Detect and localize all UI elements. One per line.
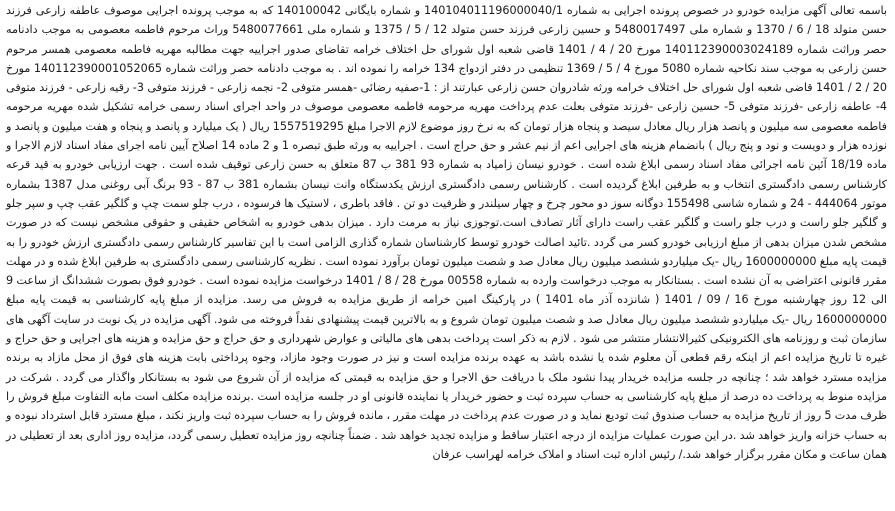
- auction-notice-text: باسمه تعالی آگهی مزایده خودرو در خصوص پرونده اجرایی به شماره 140104011196000040/1 و شماره بایگانی 140100042 که به موجب پرونده اجرایی موصوف عاطفه زارعی فرزند حسن متولد 18 / 6 / 1370 و شماره ملی 5480017497 و حسین زارعی فرزند حسن متولد 12 / 5 / 1375 و شماره ملی 5480077661 وراث مرحوم فاطمه معصومی به موجب دادنامه حصر وراثت شماره 140112390003024189 مورخ 20 / 4 / 1401 قاضی شعبه اول شورای حل اختلاف خرامه تقاضای صدور اجراییه جهت مطالبه مهریه فاطمه معصومی همسر مرحوم حسن زارعی به موجب سند نکاحیه شماره 5080 مورخ 4 / 5 / 1369 تنظیمی در دفتر ازدواج 134 خرامه را نموده اند . به موجب دادنامه حصر وراثت شماره 140112390001052065 مورخ 20 / 2 / 1401 قاضی شعبه اول شورای حل اختلاف خرامه ورثه شادروان حسن زارعی عبارتند از : 1-صفیه رضائی -همسر متوفی 2- نجمه زارعی - فرزند متوفی 3- رقیه زارعی - فرزند متوفی 4- عاطفه زارعی -فرزند متوفی 5- حسین زارعی -فرزند متوفی بعلت عدم پرداخت مهریه مرحومه فاطمه معصومی موصوف در واحد اجرای اسناد رسمی خرامه تشکیل شده مهریه مرحومه فاطمه معصومی سه میلیون و پانصد هزار ریال معادل سیصد و پنجاه هزار تومان که به نرخ روز موضوع لازم الاجرا مبلغ 1557519295 ریال ( یک میلیارد و پانصد و پنجاه و هفت میلیون و پانصد و نوزده هزار و دویست و نود و پنج ریال ) بانضمام هزینه های اجرایی اعم از نیم عشر و حق حراج است . اجراییه به ورثه طبق تبصره 1 و 2 ماده 14 اصلاح آیین نامه اجرای مفاد اسناد لازم الاجرا و ماده 18/19 آئین نامه اجرائی مفاد اسناد رسمی ابلاغ شده است . خودرو نیسان زامیاد به شماره 93 381 ب 87 متعلق به حسن زارعی توقیف شده است . جهت ارزیابی خودرو به قید قرعه کارشناس رسمی دادگستری انتخاب و به طرفین ابلاغ گردیده است . کارشناس رسمی دادگستری ارزش یکدستگاه وانت نیسان بشماره 381 ب 87 - 93 برنگ آبی روغنی مدل 1387 بشماره موتور 444064 - 24 و شماره شاسی 155498 دوگانه سوز دو محور چرخ و چهار سیلندر و ظرفیت دو تن . فاقد باطری ، لاستیک ها فرسوده ، درب جلو سمت چپ و گلگیر عقب چپ و سپر جلو و گلگیر جلو راست و درب جلو راست و گلگیر عقب راست دارای آثار تصادف است.توجوزی نیاز به مرمت دارد . میزان بدهی خودرو به اشخاص حقیقی و حقوقی مشخص نیست که در صورت مشخص شدن میزان بدهی از مبلغ ارزیابی خودرو کسر می گردد .تائید اصالت خودرو توسط کارشناسان شماره گذاری الزامی است با این تفاسیر کارشناس رسمی دادگستری ارزش خودرو را به قیمت پایه مبلغ 1600000000 ریال -یک میلیاردو ششصد میلیون ریال معادل صد و شصت میلیون تومان برآورد نموده است . نظریه کارشناسی رسمی دادگستری به طرفین ابلاغ شده و در مهلت مقرر قانونی اعتراضی به آن نشده است . بستانکار به موجب درخواست وارده به شماره 00558 مورخ 28 / 8 / 1401 درخواست مزایده نموده است . خودرو فوق بصورت ششدانگ از ساعت 9 الی 12 روز چهارشنبه مورخ 16 / 09 / 1401 ( شانزده آذر ماه 1401 ) در پارکینگ امین خرامه از طریق مزایده به فروش می رسد. مزایده از مبلغ پایه کارشناسی به قیمت پایه مبلغ 1600000000 ریال -یک میلیاردو ششصد میلیون ریال معادل صد و شصت میلیون تومان شروع و به بالاترین قیمت پیشنهادی نقداً فروخته می شود. آگهی مزایده در یک نوبت در سایت آگهی های سازمان ثبت و روزنامه های الکترونیکی کثیرالانتشار منتشر می شود . لازم به ذکر است پرداخت بدهی های مالیاتی و عوارض شهرداری و حق حراج و حق مزایده و هزینه های اجرایی و حق حراج و غیره تا تاریخ مزایده اعم از اینکه رقم قطعی آن معلوم شده یا نشده باشد به عهده برنده مزایده است و نیز در صورت وجود مازاد، وجوه پرداختی بابت هزینه های فوق از محل مازاد به برنده مزایده مسترد خواهد شد ؛ چنانچه در جلسه مزایده خریدار پیدا نشود ملک با دریافت حق الاجرا و حق مزایده به قیمتی که مزایده از آن شروع می شود به بستانکار واگذار می گردد . شرکت در مزایده منوط به پرداخت ده درصد از مبلغ پایه کارشناسی به حساب سپرده ثبت و حضور خریدار یا نماینده قانونی او در جلسه مزایده است .برنده مزایده مکلف است مابه التفاوت مبلغ فروش را ظرف مدت 5 روز از تاریخ مزایده به حساب صندوق ثبت تودیع نماید و در صورت عدم پرداخت در مهلت مقرر ، مانده فروش را به حساب سپرده ثبت واریز نکند ، مبلغ مسترد قابل استرداد نبوده و به حساب خزانه واریز خواهد شد .در این صورت عملیات مزایده از درجه اعتبار ساقط و مزایده تجدید خواهد شد . ضمناً چنانچه روز مزایده تعطیل رسمی گردد، مزایده روز اداری بعد از تعطیلی در همان ساعت و مکان مقرر برگزار خواهد شد./ رئیس اداره ثبت اسناد و املاک خرامه لهراسب عرفان: [6, 4, 888, 461]
